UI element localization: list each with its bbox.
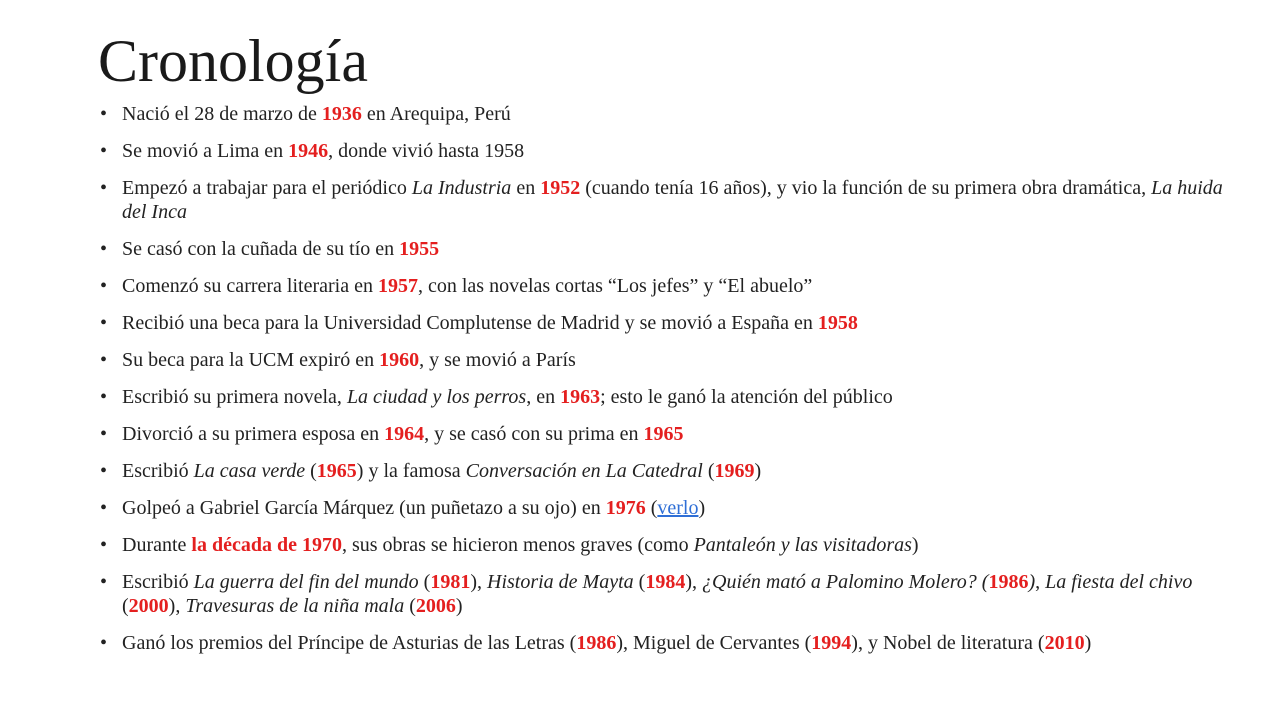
page-title: Cronología [98,28,368,94]
list-item: • Ganó los premios del Príncipe de Asturias de las Letras (1986), Miguel de Cervantes (1994), y Nobel de literatura (2010) [98,631,1238,655]
list-item: • Se casó con la cuñada de su tío en 1955 [98,237,1238,261]
list-item: • Recibió una beca para la Universidad Complutense de Madrid y se movió a España en 1958 [98,311,1238,335]
list-item: • Comenzó su carrera literaria en 1957, con las novelas cortas “Los jefes” y “El abuelo” [98,274,1238,298]
list-item: • Se movió a Lima en 1946, donde vivió hasta 1958 [98,139,1238,163]
list-item: • Escribió La casa verde (1965) y la famosa Conversación en La Catedral (1969) [98,459,1238,483]
list-item: • Empezó a trabajar para el periódico La Industria en 1952 (cuando tenía 16 años), y vio la función de su primera obra dramática, La huida del Inca [98,176,1238,224]
list-item: • Su beca para la UCM expiró en 1960, y se movió a París [98,348,1238,372]
verlo-link[interactable]: verlo [657,497,699,519]
list-item: • Nació el 28 de marzo de 1936 en Arequipa, Perú [98,102,1238,126]
list-item: • Divorció a su primera esposa en 1964, y se casó con su prima en 1965 [98,422,1238,446]
list-item: • Golpeó a Gabriel García Márquez (un puñetazo a su ojo) en 1976 (verlo) [98,496,1238,520]
list-item: • Durante la década de 1970, sus obras se hicieron menos graves (como Pantaleón y las visitadoras) [98,533,1238,557]
list-item: • Escribió La guerra del fin del mundo (1981), Historia de Mayta (1984), ¿Quién mató a Palomino Molero? (1986), La fiesta del chivo (2000), Travesuras de la niña mala (2006) [98,570,1238,618]
list-item: • Escribió su primera novela, La ciudad y los perros, en 1963; esto le ganó la atención del público [98,385,1238,409]
chronology-list [98,102,1238,668]
